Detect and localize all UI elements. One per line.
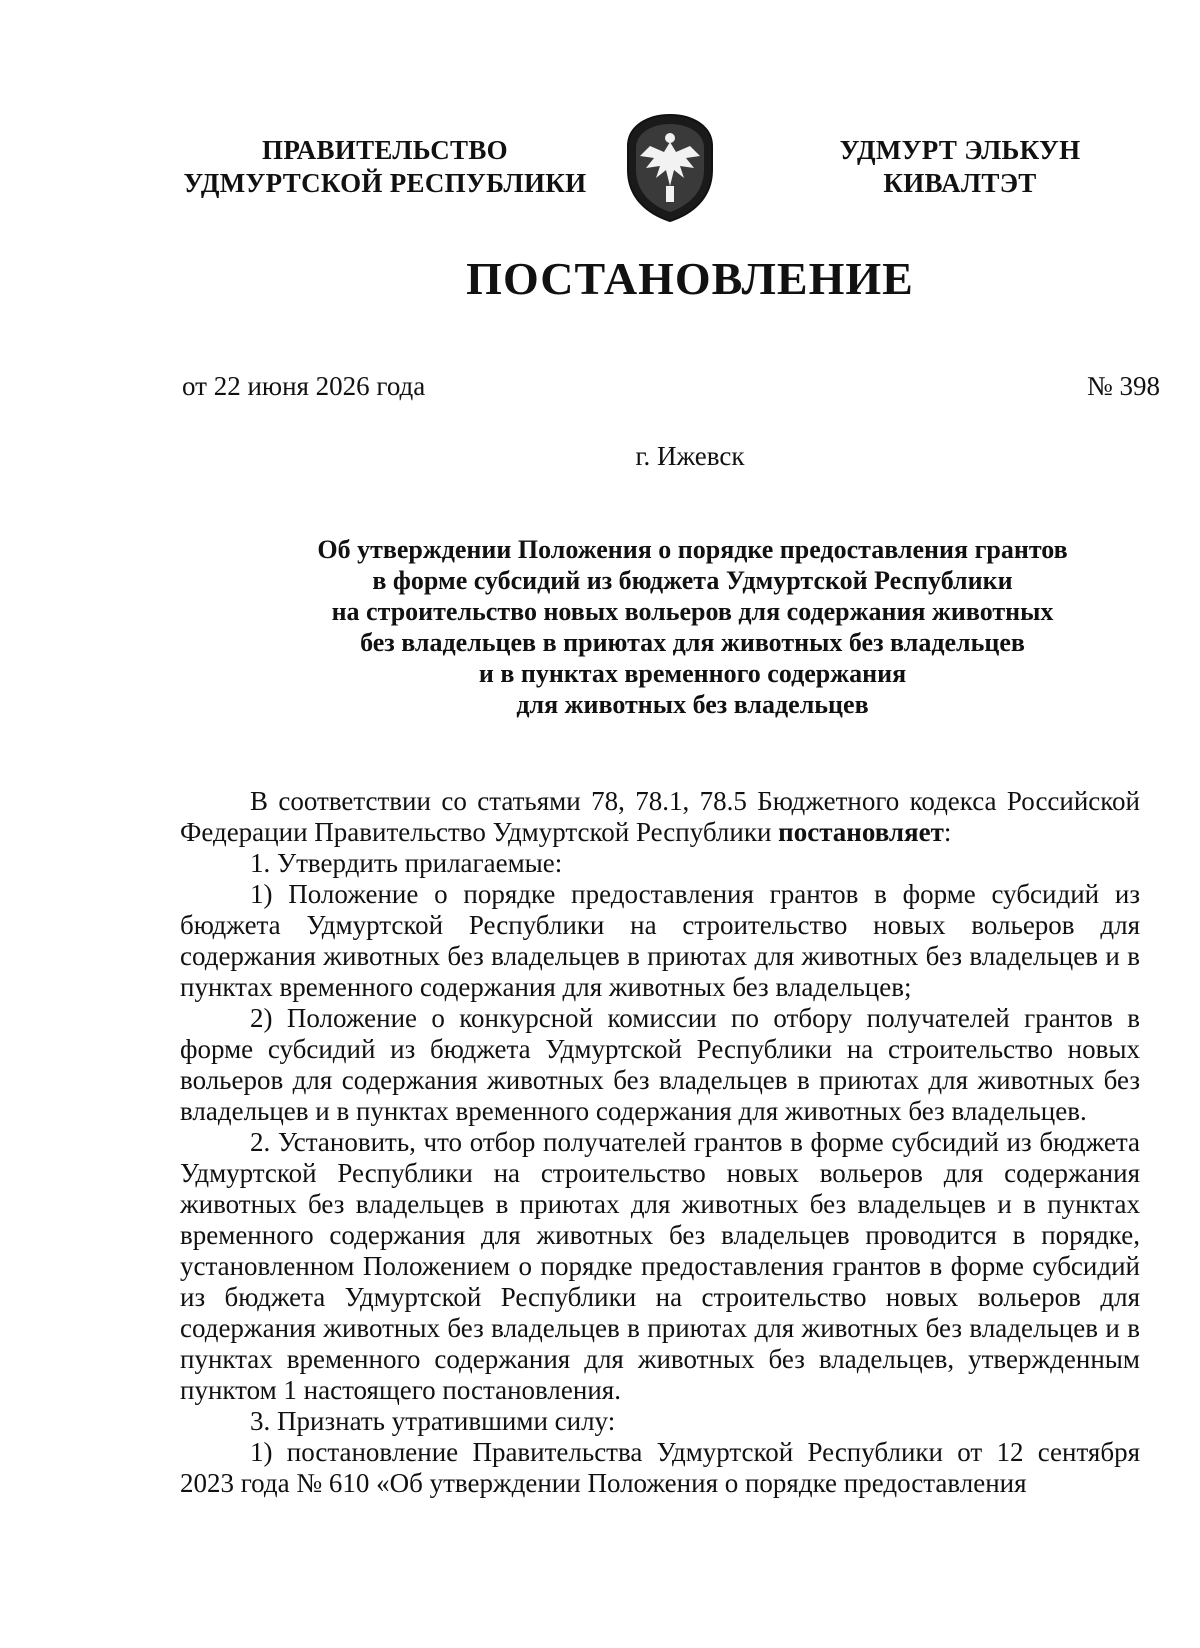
document-body xyxy=(180,786,1140,1499)
document-title xyxy=(220,534,1165,720)
clause-1-item-1: 1) Положение о порядке предоставления грантов в форме субсидий из бюджета Удмуртской Республики на строительство новых вольеров для содержания животных без владельцев в приютах для животных без владельцев и в пунктах временного содержания для животных без владельцев; xyxy=(180,879,1140,1002)
title-line: на строительство новых вольеров для содержания животных xyxy=(331,597,1054,626)
coat-of-arms-icon xyxy=(620,112,720,224)
issuer-udmurt-line-2: КИВАЛТЭТ xyxy=(883,168,1037,198)
title-line: в форме субсидий из бюджета Удмуртской Республики xyxy=(372,566,1013,595)
document-date: от 22 июня 2026 года xyxy=(182,371,426,401)
document-city: г. Ижевск xyxy=(635,441,745,471)
preamble-end: : xyxy=(943,817,952,847)
clause-1: 1. Утвердить прилагаемые: xyxy=(250,848,563,878)
preamble-text: В соответствии со статьями 78, 78.1, 78.5 Бюджетного кодекса Российской Федерации Правительство Удмуртской Республики xyxy=(180,786,1140,847)
resolves-keyword: постановляет xyxy=(778,817,944,847)
title-line: без владельцев в приютах для животных без владельцев xyxy=(360,628,1025,657)
issuer-line-1: ПРАВИТЕЛЬСТВО xyxy=(262,135,508,165)
issuer-name-russian xyxy=(170,134,600,200)
issuer-udmurt-line-1: УДМУРТ ЭЛЬКУН xyxy=(839,135,1081,165)
preamble-paragraph xyxy=(180,786,1140,848)
clause-1-item-2: 2) Положение о конкурсной комиссии по отбору получателей грантов в форме субсидий из бюджета Удмуртской Республики на строительство новых вольеров для содержания животных без владельцев в приютах для животных без владельцев и в пунктах временного содержания для животных без владельцев. xyxy=(180,1003,1140,1126)
document-type: ПОСТАНОВЛЕНИЕ xyxy=(466,253,914,304)
clause-3: 3. Признать утратившими силу: xyxy=(250,1406,616,1436)
clause-3-item-1: 1) постановление Правительства Удмуртской Республики от 12 сентября 2023 года № 610 «Об утверждении Положения о порядке предоставления xyxy=(180,1437,1140,1498)
issuer-name-udmurt xyxy=(790,134,1130,200)
issuer-line-2: УДМУРТСКОЙ РЕСПУБЛИКИ xyxy=(183,168,587,198)
title-line: для животных без владельцев xyxy=(516,690,869,719)
title-line: Об утверждении Положения о порядке предоставления грантов xyxy=(317,535,1068,564)
document-number: № 398 xyxy=(1086,371,1160,401)
clause-2: 2. Установить, что отбор получателей грантов в форме субсидий из бюджета Удмуртской Республики на строительство новых вольеров для содержания животных без владельцев в приютах для животных без владельцев и в пунктах временного содержания для животных без владельцев проводится в порядке, установленном Положением о порядке предоставления грантов в форме субсидий из бюджета Удмуртской Республики на строительство новых вольеров для содержания животных без владельцев в приютах для животных без владельцев и в пунктах временного содержания для животных без владельцев, утвержденным пунктом 1 настоящего постановления. xyxy=(180,1127,1140,1405)
title-line: и в пунктах временного содержания xyxy=(478,659,907,688)
